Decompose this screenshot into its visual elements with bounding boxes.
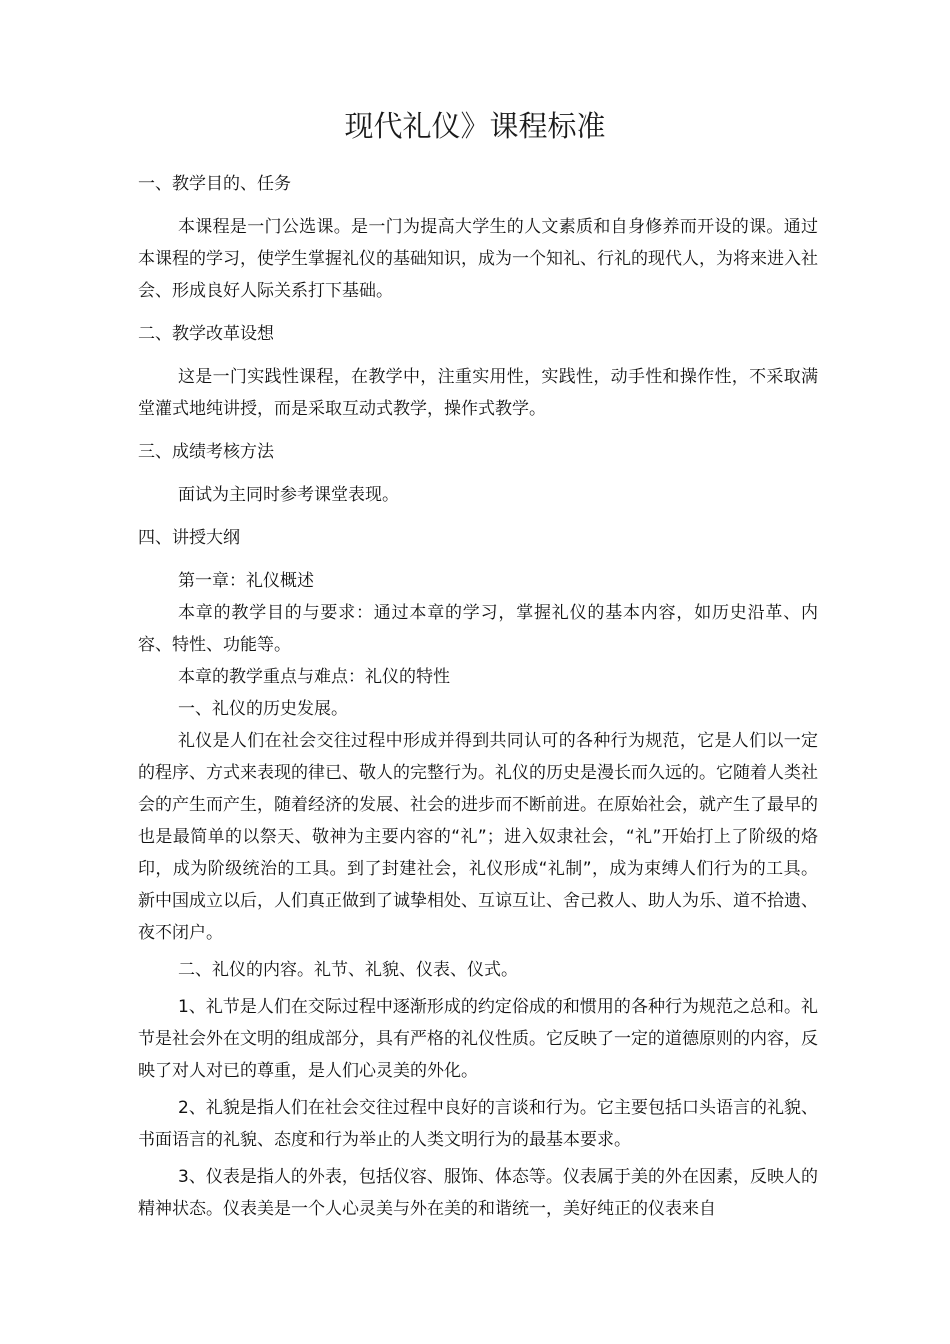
paragraph: 本章的教学重点与难点：礼仪的特性 bbox=[178, 667, 450, 687]
subsection-heading: 一、礼仪的历史发展。 bbox=[178, 699, 348, 719]
document-body bbox=[138, 168, 818, 1225]
section-heading: 三、成绩考核方法 bbox=[138, 442, 274, 462]
chapter-heading: 第一章：礼仪概述 bbox=[178, 571, 314, 591]
section-heading: 二、教学改革设想 bbox=[138, 324, 274, 344]
paragraph: 3、仪表是指人的外表，包括仪容、服饰、体态等。仪表属于美的外在因素，反映人的精神状态。仪表美是一个人心灵美与外在美的和谐统一，美好纯正的仪表来自 bbox=[138, 1167, 818, 1219]
section-heading: 四、讲授大纲 bbox=[138, 528, 240, 548]
paragraph: 礼仪是人们在社会交往过程中形成并得到共同认可的各种行为规范，它是人们以一定的程序、方式来表现的律已、敬人的完整行为。礼仪的历史是漫长而久远的。它随着人类社会的产生而产生，随着经济的发展、社会的进步而不断前进。在原始社会，就产生了最早的也是最简单的以祭天、敬神为主要内容的“礼”；进入奴隶社会，“礼”开始打上了阶级的烙印，成为阶级统治的工具。到了封建社会，礼仪形成“礼制”，成为束缚人们行为的工具。新中国成立以后，人们真正做到了诚挚相处、互谅互让、舍己救人、助人为乐、道不拾遗、夜不闭户。 bbox=[138, 731, 818, 943]
paragraph: 1、礼节是人们在交际过程中逐渐形成的约定俗成的和惯用的各种行为规范之总和。礼节是社会外在文明的组成部分，具有严格的礼仪性质。它反映了一定的道德原则的内容，反映了对人对已的尊重，是人们心灵美的外化。 bbox=[138, 997, 818, 1081]
paragraph: 这是一门实践性课程，在教学中，注重实用性，实践性，动手性和操作性，不采取满堂灌式地纯讲授，而是采取互动式教学，操作式教学。 bbox=[138, 367, 818, 419]
paragraph: 2、礼貌是指人们在社会交往过程中良好的言谈和行为。它主要包括口头语言的礼貌、书面语言的礼貌、态度和行为举止的人类文明行为的最基本要求。 bbox=[138, 1098, 818, 1150]
paragraph: 本章的教学目的与要求：通过本章的学习，掌握礼仪的基本内容，如历史沿革、内容、特性、功能等。 bbox=[138, 603, 818, 655]
paragraph: 本课程是一门公选课。是一门为提高大学生的人文素质和自身修养而开设的课。通过本课程的学习，使学生掌握礼仪的基础知识，成为一个知礼、行礼的现代人，为将来进入社会、形成良好人际关系打下基础。 bbox=[138, 217, 818, 301]
paragraph: 面试为主同时参考课堂表现。 bbox=[178, 485, 399, 505]
subsection-heading: 二、礼仪的内容。礼节、礼貌、仪表、仪式。 bbox=[178, 960, 518, 980]
document-title: 现代礼仪》课程标准 bbox=[344, 109, 606, 143]
section-heading: 一、教学目的、任务 bbox=[138, 174, 291, 194]
